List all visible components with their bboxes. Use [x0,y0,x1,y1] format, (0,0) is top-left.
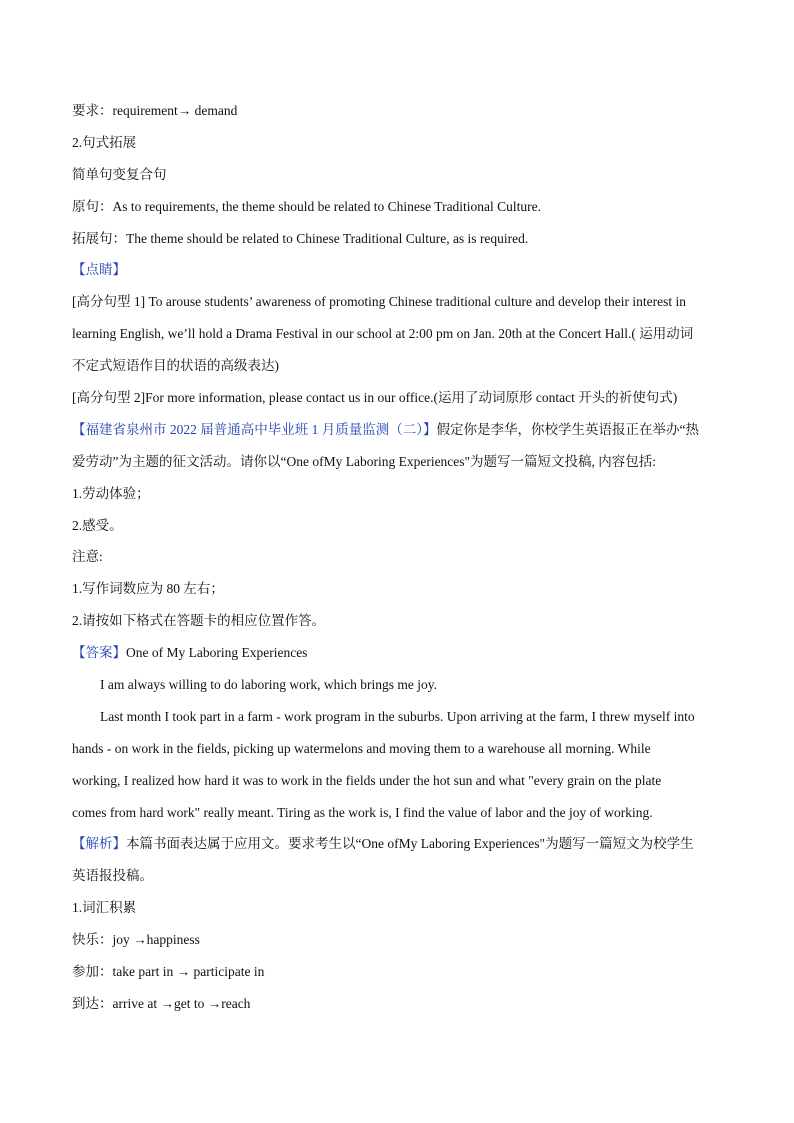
essay-line: comes from hard work" really meant. Tiring as the work is, I find the value of labor and the joy of working. [72,804,653,820]
text-line: 拓展句：The theme should be related to Chinese Traditional Culture, as is required. [72,230,529,246]
analysis-line [72,828,732,860]
dianjing-label: 【点睛】 [72,262,126,278]
text-line: 不定式短语作目的状语的高级表达) [72,358,279,374]
text-line: 爱劳动”为主题的征文活动。请你以“One ofMy Laboring Experiences"为题写一篇短文投稿, 内容包括: [72,453,657,469]
essay-line: working, I realized how hard it was to work in the fields under the hot sun and what "every grain on the plate [72,772,662,788]
vocab-line: 到达：arrive at →get to →reach [72,995,251,1011]
text-line: 注意: [72,549,103,565]
text-line: [高分句型 1] To arouse students’ awareness of promoting Chinese traditional culture and develop their interest in [72,294,687,310]
text-line: 1.劳动体验； [72,485,150,501]
text-line: 原句：As to requirements, the theme should be related to Chinese Traditional Culture. [72,198,542,214]
text-line: 2.感受。 [72,517,123,533]
analysis-label: 【解析】 [72,836,126,852]
dianjing-tag [72,254,732,286]
text-line: 1.写作词数应为 80 左右； [72,581,224,597]
answer-line [72,637,732,669]
text-line: 简单句变复合句 [72,166,167,182]
essay-paragraph: I am always willing to do laboring work, which brings me joy. [100,677,437,693]
text-line: [高分句型 2]For more information, please contact us in our office.(运用了动词原形 contact 开头的祈使句式) [72,390,678,406]
section-heading: 2.句式拓展 [72,134,137,150]
document-page [72,95,732,1020]
text-line: 英语报投稿。 [72,868,153,884]
answer-label: 【答案】 [72,645,126,661]
vocab-line: 快乐：joy →happiness [72,932,200,948]
text-line: 要求：requirement→ demand [72,103,238,118]
prompt-text: 假定你是李华，你校学生英语报正在举办“热 [436,421,699,437]
essay-title: One of My Laboring Experiences [126,645,308,661]
source-line [72,414,732,446]
vocab-line: 参加：take part in → participate in [72,964,265,980]
essay-line: hands - on work in the fields, picking up watermelons and moving them to a warehouse all morning. While [72,740,651,756]
analysis-text: 本篇书面表达属于应用文。要求考生以“One ofMy Laboring Experiences"为题写一篇短文为校学生 [126,836,694,852]
section-heading: 1.词汇积累 [72,900,137,916]
essay-paragraph: Last month I took part in a farm - work program in the suburbs. Upon arriving at the farm, I threw myself into [100,708,695,724]
source-label: 【福建省泉州市 2022 届普通高中毕业班 1 月质量监测（二）】 [72,421,437,437]
text-line: learning English, we’ll hold a Drama Festival in our school at 2:00 pm on Jan. 20th at the Concert Hall.( 运用动词 [72,326,694,342]
text-line: 2.请按如下格式在答题卡的相应位置作答。 [72,613,326,629]
